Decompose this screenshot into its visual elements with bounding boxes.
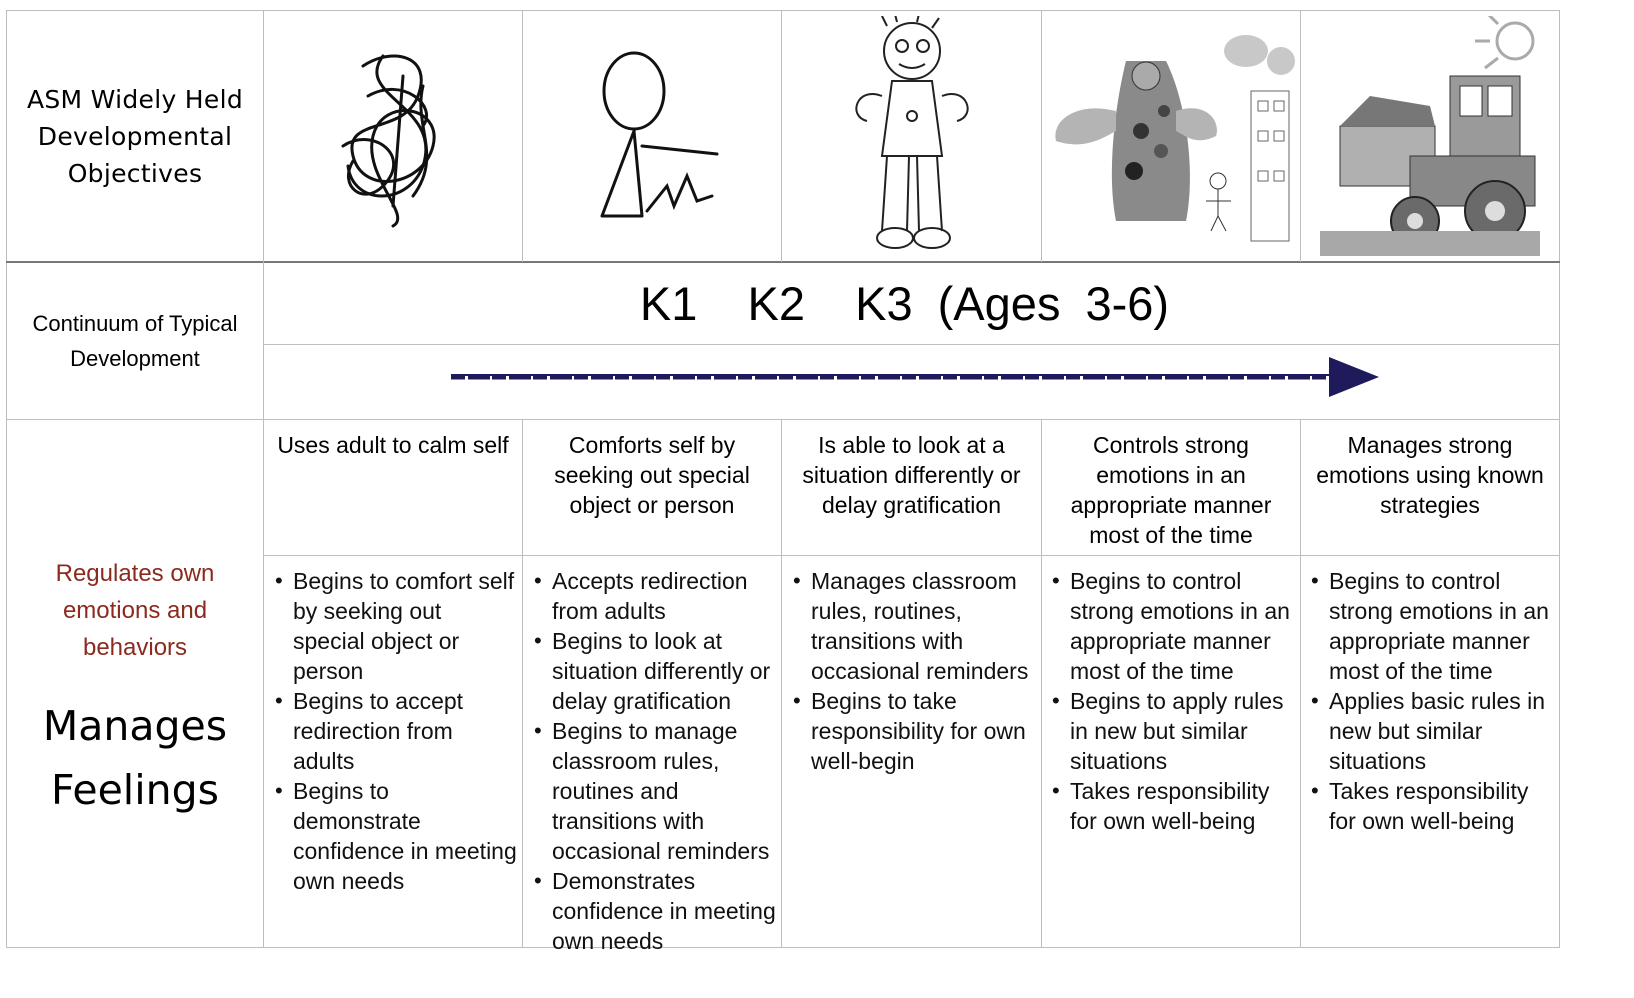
list-item: • Begins to apply rules in new but similar situations	[1052, 686, 1296, 776]
level-heading: Comforts self by seeking out special object or person	[554, 432, 750, 518]
list-item: • Begins to accept redirection from adults	[275, 686, 518, 776]
indicator-cell-4	[1052, 566, 1296, 836]
indicator-cell-2	[534, 566, 778, 956]
list-item: • Begins to comfort self by seeking out special object or person	[275, 566, 518, 686]
table-border-bottom	[6, 947, 1560, 948]
indicator-cell-3	[793, 566, 1038, 776]
drawing-cell-3	[782, 11, 1041, 261]
arrow-cell	[264, 345, 1559, 419]
list-item: • Begins to take responsibility for own well-begin	[793, 686, 1038, 776]
list-item: • Accepts redirection from adults	[534, 566, 778, 626]
continuum-label-cell	[7, 263, 263, 419]
indicator-cell-5	[1311, 566, 1557, 836]
drawing-cell-5	[1301, 11, 1559, 261]
continuum-arrow-icon	[449, 353, 1394, 401]
stick-figure-drawing-icon	[582, 36, 722, 236]
list-item: • Begins to control strong emotions in an appropriate manner most of the time	[1052, 566, 1296, 686]
level-heading-cell-5	[1301, 420, 1559, 555]
level-heading: Is able to look at a situation differently or delay gratification	[802, 432, 1021, 518]
age-range-title: K1 K2 K3 (Ages 3-6)	[639, 277, 1170, 330]
list-item: • Begins to demonstrate confidence in meeting own needs	[275, 776, 518, 896]
list-item: • Begins to manage classroom rules, routines and transitions with occasional reminders	[534, 716, 778, 866]
indicator-list	[1052, 566, 1296, 836]
indicator-list	[793, 566, 1038, 776]
level-heading: Controls strong emotions in an appropriate manner most of the time	[1070, 432, 1272, 548]
continuum-label: Continuum of Typical Development	[32, 311, 238, 371]
list-item: • Begins to control strong emotions in an appropriate manner most of the time	[1311, 566, 1557, 686]
level-heading: Manages strong emotions using known strategies	[1316, 432, 1544, 518]
level-heading-cell-2	[523, 420, 781, 555]
indicator-list	[534, 566, 778, 956]
level-heading-cell-4	[1042, 420, 1300, 555]
table-border-right	[1559, 10, 1560, 948]
person-drawing-icon	[837, 16, 987, 256]
drawing-cell-4	[1042, 11, 1300, 261]
objectives-label-cell	[7, 11, 263, 261]
domain-label: Manages Feelings	[42, 702, 228, 814]
level-heading: Uses adult to calm self	[277, 432, 509, 458]
objectives-label: ASM Widely Held Developmental Objectives	[26, 84, 244, 188]
list-item: • Takes responsibility for own well-being	[1311, 776, 1557, 836]
tractor-with-sun-drawing-icon	[1320, 16, 1540, 256]
list-item: • Begins to look at situation differently or delay gratification	[534, 626, 778, 716]
indicator-list	[1311, 566, 1557, 836]
list-item: • Demonstrates confidence in meeting own needs	[534, 866, 778, 956]
indicator-cell-1	[275, 566, 518, 896]
level-heading-cell-1	[264, 420, 522, 555]
indicator-list	[275, 566, 518, 896]
drawing-cell-2	[523, 11, 781, 261]
scribble-drawing-icon	[323, 36, 463, 236]
list-item: • Manages classroom rules, routines, transitions with occasional reminders	[793, 566, 1038, 686]
goal-domain-cell	[7, 420, 263, 947]
age-range-cell	[264, 263, 1559, 344]
list-item: • Applies basic rules in new but similar situations	[1311, 686, 1557, 776]
drawing-cell-1	[264, 11, 522, 261]
list-item: • Takes responsibility for own well-being	[1052, 776, 1296, 836]
colorful-figure-with-building-drawing-icon	[1046, 21, 1296, 251]
goal-label: Regulates own emotions and behaviors	[55, 560, 215, 661]
level-heading-cell-3	[782, 420, 1041, 555]
row-divider-4	[264, 555, 1560, 556]
